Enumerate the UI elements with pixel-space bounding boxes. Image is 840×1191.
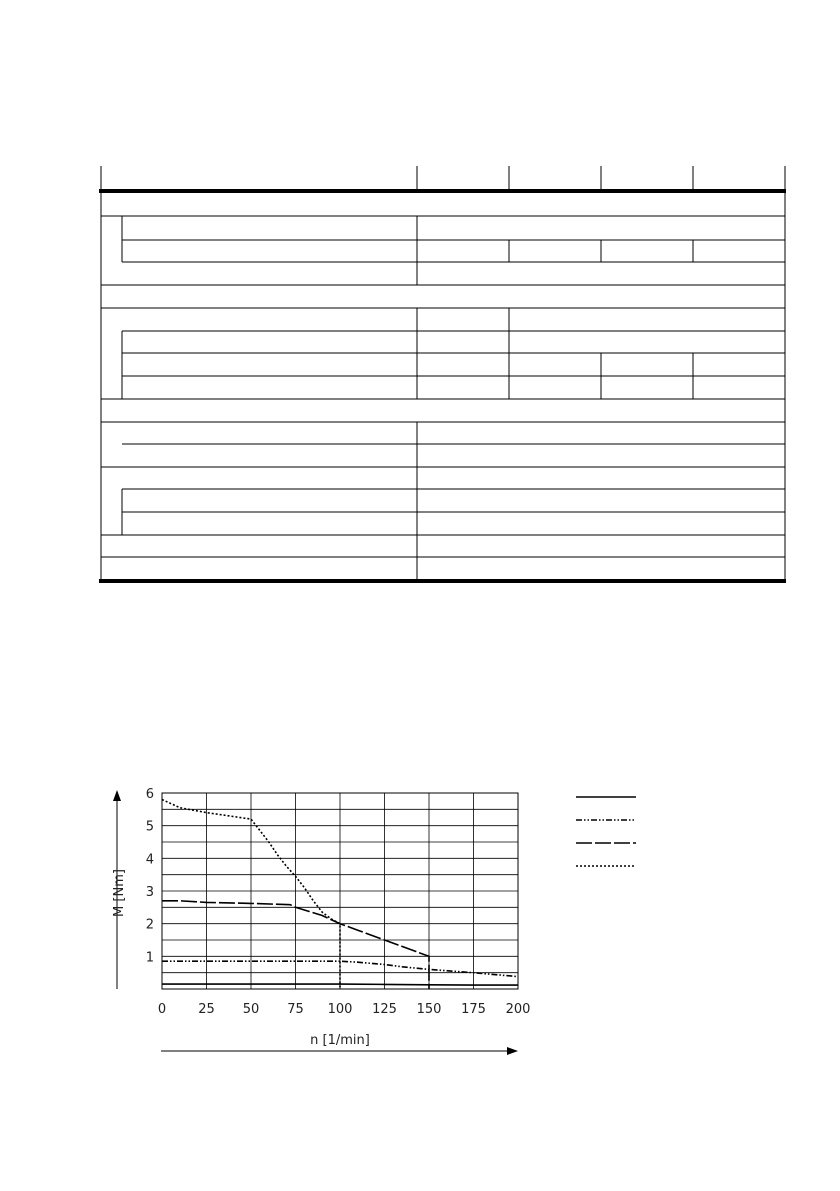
- x-tick-label: 125: [372, 1002, 397, 1017]
- y-tick-label: 5: [145, 819, 154, 835]
- y-tick-label: 2: [145, 917, 154, 933]
- y-tick-label: 4: [145, 852, 154, 868]
- x-axis-arrowhead: [507, 1047, 518, 1055]
- chart-grid: [162, 793, 518, 989]
- x-axis-label: n [1/min]: [310, 1033, 370, 1048]
- x-tick-label: 75: [287, 1002, 304, 1017]
- x-tick-label: 0: [157, 1002, 167, 1017]
- x-tick-label: 100: [327, 1002, 353, 1017]
- y-axis-label: M [Nm]: [112, 869, 127, 917]
- y-tick-label: 1: [145, 950, 154, 966]
- y-tick-label: 6: [145, 787, 154, 802]
- x-tick-label: 200: [505, 1002, 531, 1017]
- x-tick-label: 50: [242, 1002, 260, 1017]
- x-tick-label: 175: [461, 1002, 486, 1017]
- y-tick-label: 3: [145, 885, 154, 900]
- y-axis-arrowhead: [113, 790, 121, 801]
- x-tick-label: 150: [416, 1002, 442, 1017]
- y-tick-labels: [146, 787, 154, 965]
- x-tick-label: 25: [198, 1002, 215, 1017]
- x-tick-labels: [158, 1002, 531, 1017]
- chart-legend: [576, 797, 636, 866]
